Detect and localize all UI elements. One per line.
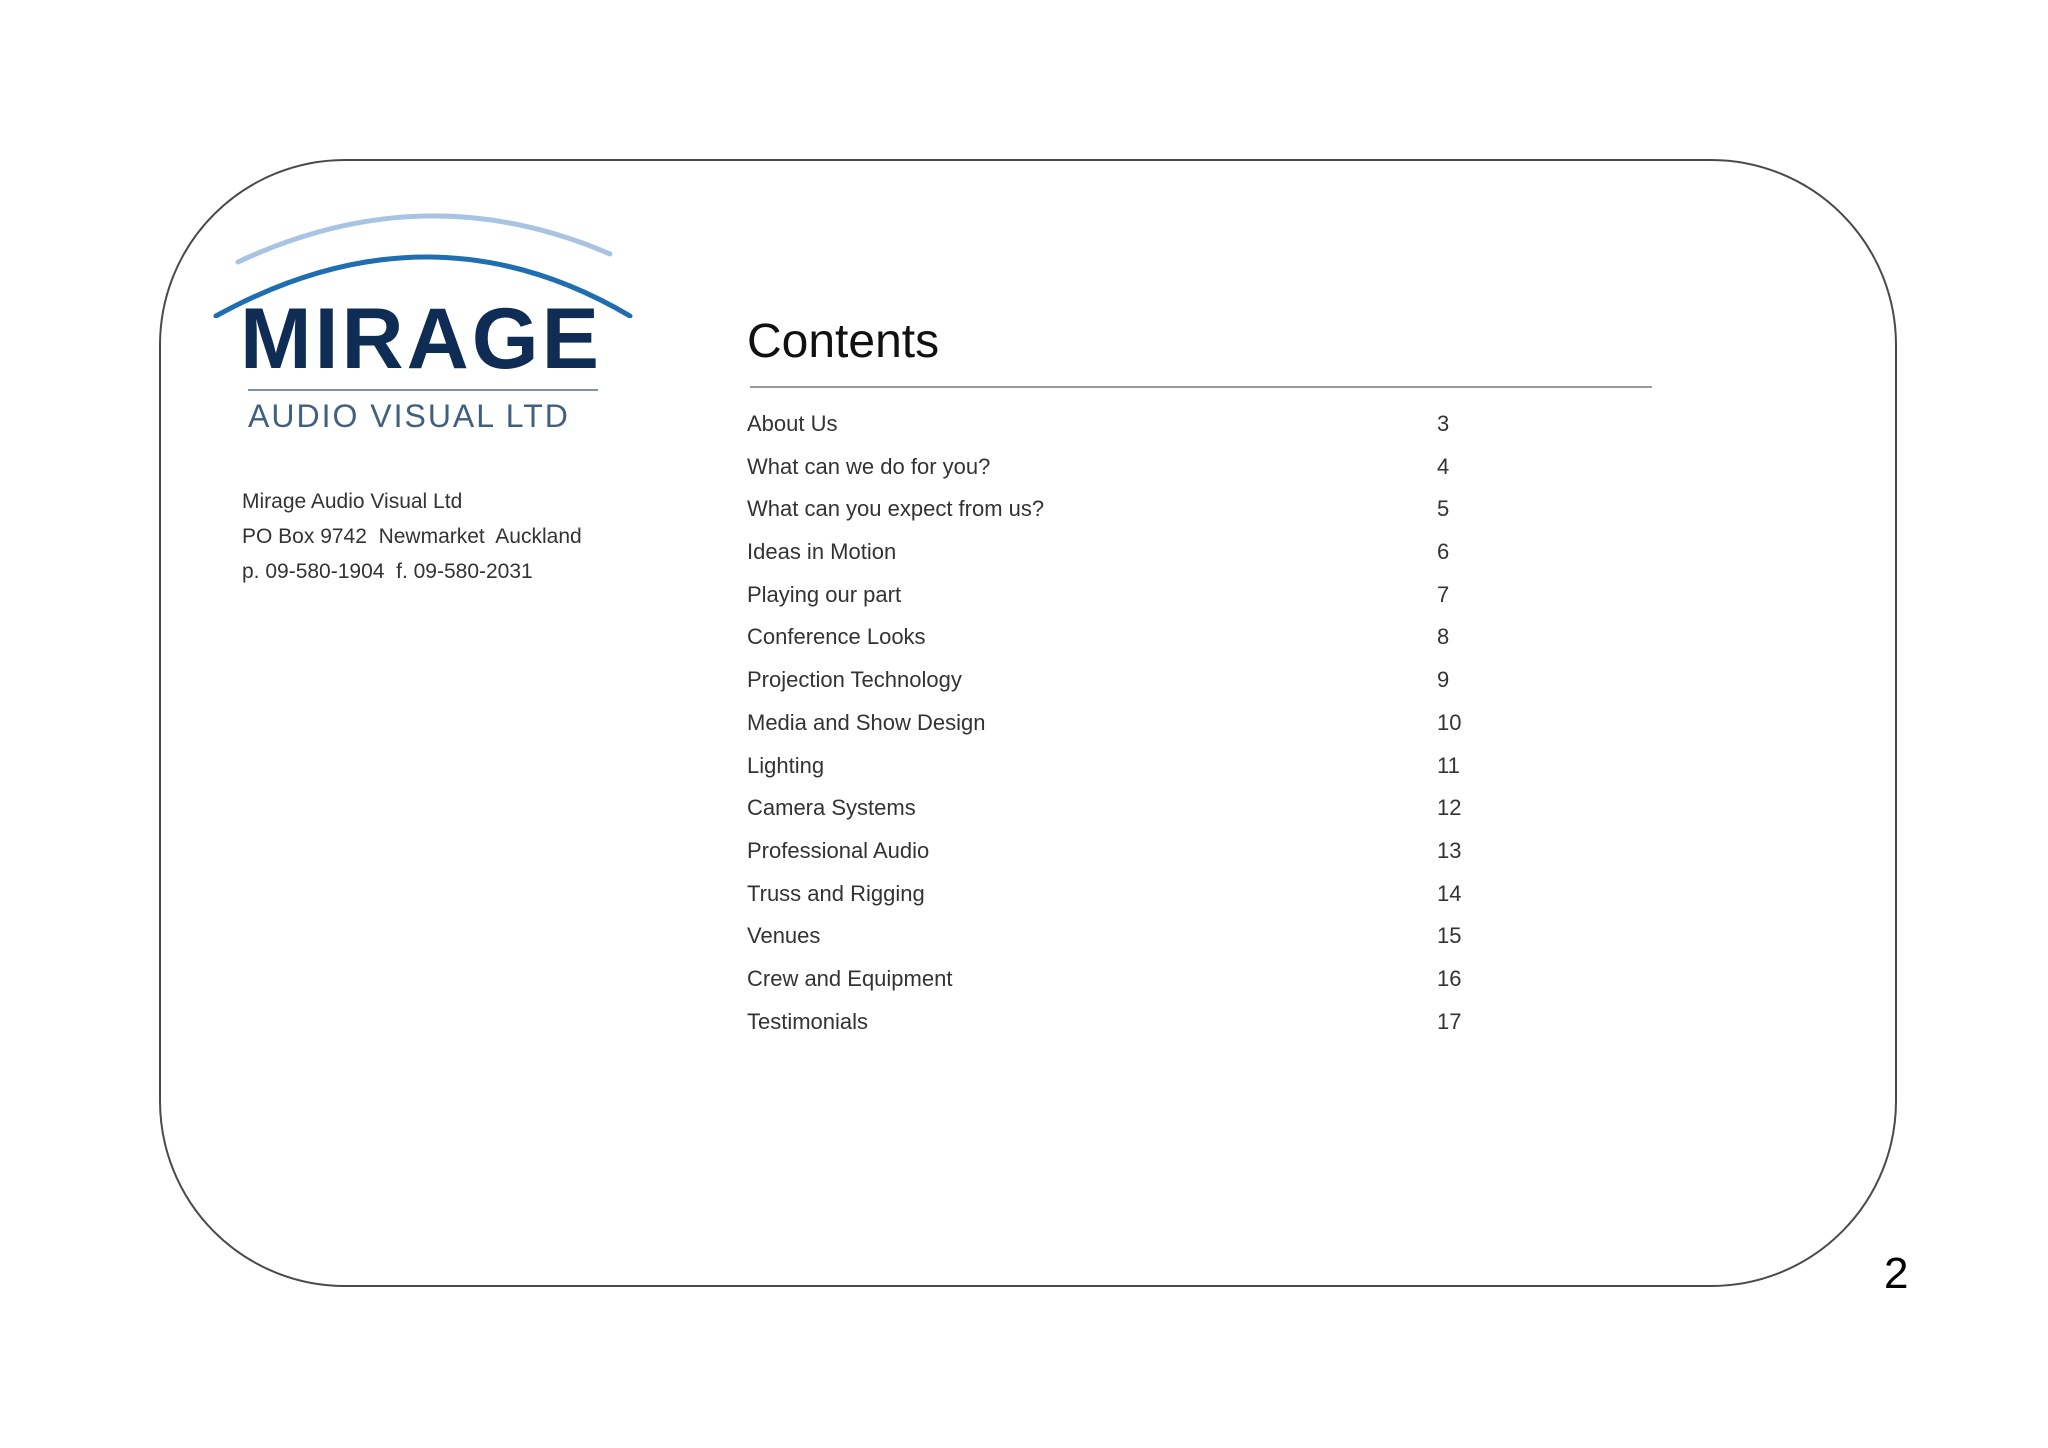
contents-list — [747, 411, 1467, 1051]
contents-divider — [750, 386, 1652, 388]
toc-item-what-can-we-do[interactable] — [747, 454, 1467, 497]
toc-item-page: 6 — [1437, 539, 1450, 565]
toc-item-label: Truss and Rigging — [747, 880, 925, 906]
toc-item-venues[interactable] — [747, 923, 1467, 966]
toc-item-media-and-show-design[interactable] — [747, 710, 1467, 753]
toc-item-lighting[interactable] — [747, 753, 1467, 796]
toc-item-ideas-in-motion[interactable] — [747, 539, 1467, 582]
toc-item-label: About Us — [747, 411, 838, 436]
toc-item-what-to-expect[interactable] — [747, 496, 1467, 539]
toc-item-page: 17 — [1437, 1008, 1462, 1034]
toc-item-page: 12 — [1437, 795, 1462, 821]
toc-item-truss-and-rigging[interactable] — [747, 881, 1467, 924]
toc-item-label: Media and Show Design — [747, 709, 986, 735]
toc-item-about-us[interactable] — [747, 411, 1467, 454]
toc-item-label: Conference Looks — [747, 624, 926, 650]
toc-item-page: 16 — [1437, 965, 1462, 991]
toc-item-camera-systems[interactable] — [747, 795, 1467, 838]
toc-item-label: Professional Audio — [747, 837, 930, 863]
toc-item-playing-our-part[interactable] — [747, 582, 1467, 625]
toc-item-page: 9 — [1437, 667, 1450, 693]
toc-item-crew-and-equipment[interactable] — [747, 966, 1467, 1009]
toc-item-label: What can you expect from us? — [747, 496, 1045, 522]
toc-item-testimonials[interactable] — [747, 1009, 1467, 1052]
toc-item-page: 15 — [1437, 923, 1462, 949]
toc-item-page: 11 — [1437, 752, 1460, 778]
toc-item-label: Playing our part — [747, 581, 902, 607]
toc-item-label: What can we do for you? — [747, 453, 991, 479]
toc-item-professional-audio[interactable] — [747, 838, 1467, 881]
toc-item-page: 3 — [1437, 411, 1450, 436]
logo-divider — [248, 389, 598, 391]
company-logo — [200, 208, 640, 448]
toc-item-label: Ideas in Motion — [747, 539, 897, 565]
address-postal: PO Box 9742 Newmarket Auckland — [242, 525, 582, 548]
toc-item-page: 10 — [1437, 709, 1462, 735]
contents-title: Contents — [747, 315, 940, 368]
toc-item-label: Camera Systems — [747, 795, 916, 821]
toc-item-label: Testimonials — [747, 1008, 869, 1034]
address-contact: p. 09-580-1904 f. 09-580-2031 — [242, 560, 533, 583]
toc-item-page: 13 — [1437, 837, 1462, 863]
toc-item-page: 7 — [1437, 581, 1450, 607]
company-address — [242, 484, 582, 589]
logo-wordmark: MIRAGE — [240, 291, 602, 387]
page-number: 2 — [1884, 1249, 1909, 1298]
toc-item-page: 14 — [1437, 880, 1462, 906]
logo-subtitle: AUDIO VISUAL LTD — [248, 398, 570, 434]
toc-item-label: Lighting — [747, 752, 825, 778]
toc-item-label: Projection Technology — [747, 667, 962, 693]
toc-item-label: Venues — [747, 923, 821, 949]
toc-item-page: 8 — [1437, 624, 1450, 650]
toc-item-page: 4 — [1437, 453, 1450, 479]
toc-item-conference-looks[interactable] — [747, 624, 1467, 667]
toc-item-label: Crew and Equipment — [747, 965, 953, 991]
toc-item-page: 5 — [1437, 496, 1450, 522]
address-company: Mirage Audio Visual Ltd — [242, 490, 463, 513]
toc-item-projection-technology[interactable] — [747, 667, 1467, 710]
